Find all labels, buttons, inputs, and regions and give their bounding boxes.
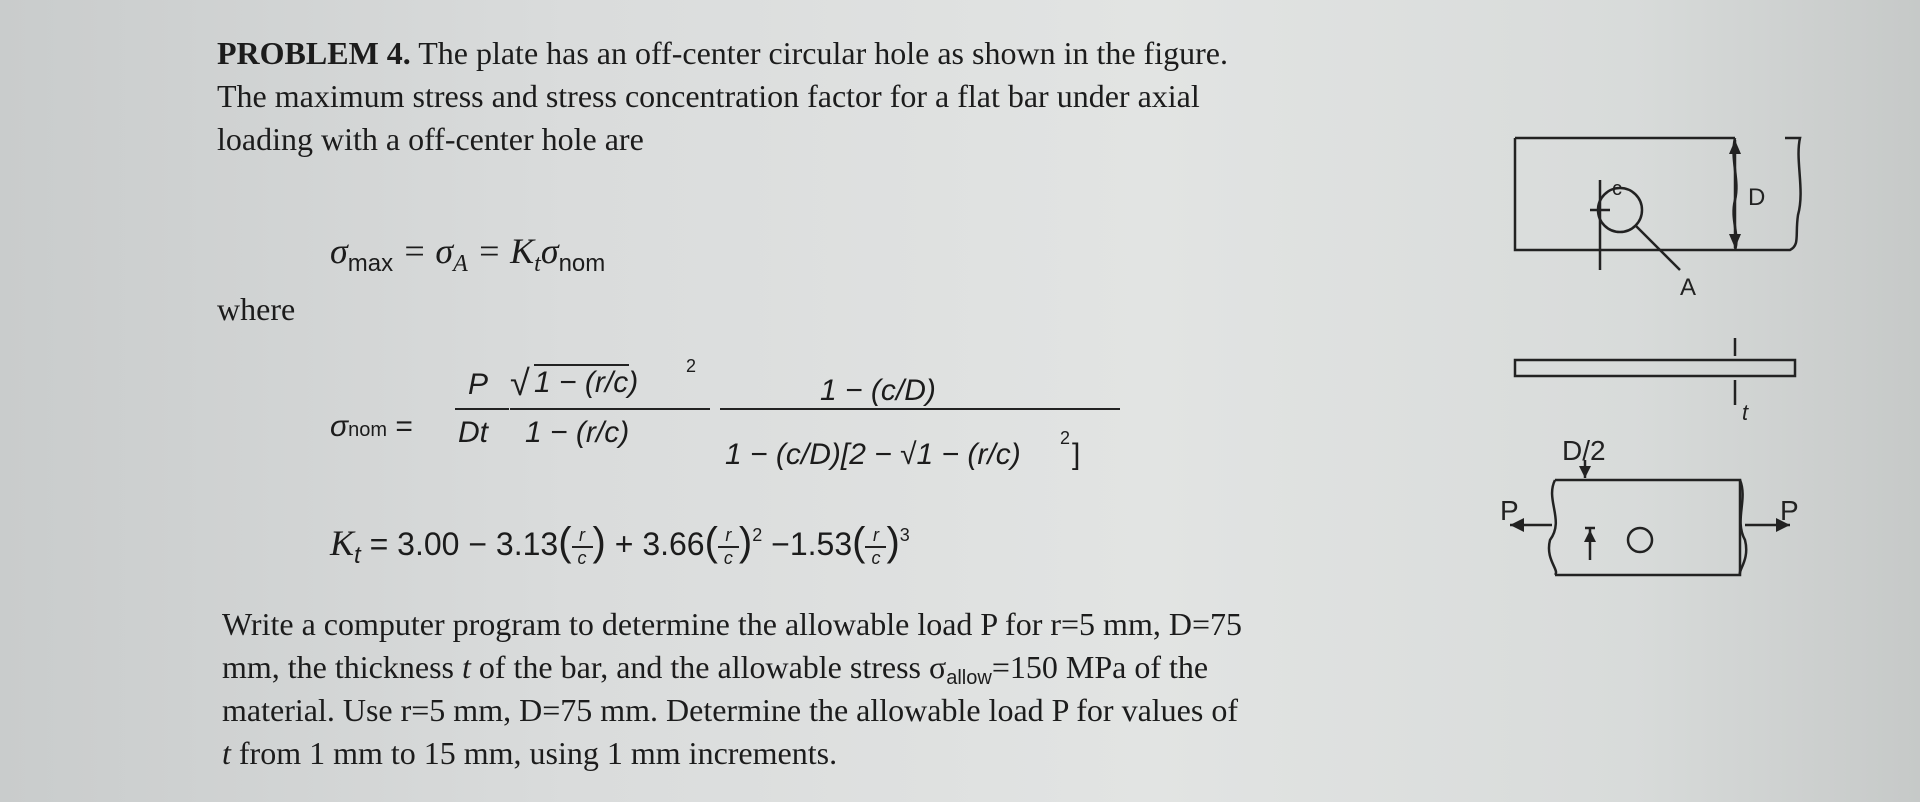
problem-intro-line3: loading with a off-center hole are	[217, 121, 644, 157]
sigma-nom-lhs: σnom =	[330, 410, 413, 443]
label-A: A	[1680, 274, 1697, 301]
task-line2: mm, the thickness t of the bar, and the allowable stress σallow=150 MPa of the	[222, 649, 1209, 689]
plate-top-outline	[1515, 138, 1735, 250]
plate-bottom-view	[1555, 480, 1740, 575]
label-P-right: P	[1780, 495, 1799, 526]
label-c: c	[1612, 178, 1622, 200]
task-line1: Write a computer program to determine the allowable load P for r=5 mm, D=75	[222, 606, 1242, 642]
label-D-half: D/2	[1562, 435, 1606, 466]
problem-intro-line2: The maximum stress and stress concentration factor for a flat bar under axial	[217, 78, 1200, 114]
label-P-left: P	[1500, 495, 1519, 526]
problem-intro-line1: PROBLEM 4. The plate has an off-center circular hole as shown in the figure.	[217, 35, 1228, 71]
equation-kt: $K_t = 3.00 - 3.13$( $\frac{r}{c}$ ) + 3.66( $\frac{r}{c}$ )$^2$ −1.53( $\frac{r}{c}$ )$^3$	[330, 520, 910, 569]
task-line3: material. Use r=5 mm, D=75 mm. Determine the allowable load P for values of	[222, 692, 1238, 728]
equation-sigma-max: $\sigma_{max} = \sigma_A = K_t\sigma_{nom}$	[330, 231, 606, 277]
task-line4: t from 1 mm to 15 mm, using 1 mm increments.	[222, 735, 838, 771]
plate-side-view	[1515, 360, 1795, 376]
plate-figure	[1490, 120, 1810, 660]
label-t: t	[1742, 400, 1749, 425]
label-D: D	[1748, 184, 1766, 211]
where-label: where	[217, 291, 296, 327]
hole-bottom-view	[1628, 528, 1652, 552]
problem-heading: PROBLEM 4.	[217, 35, 411, 71]
